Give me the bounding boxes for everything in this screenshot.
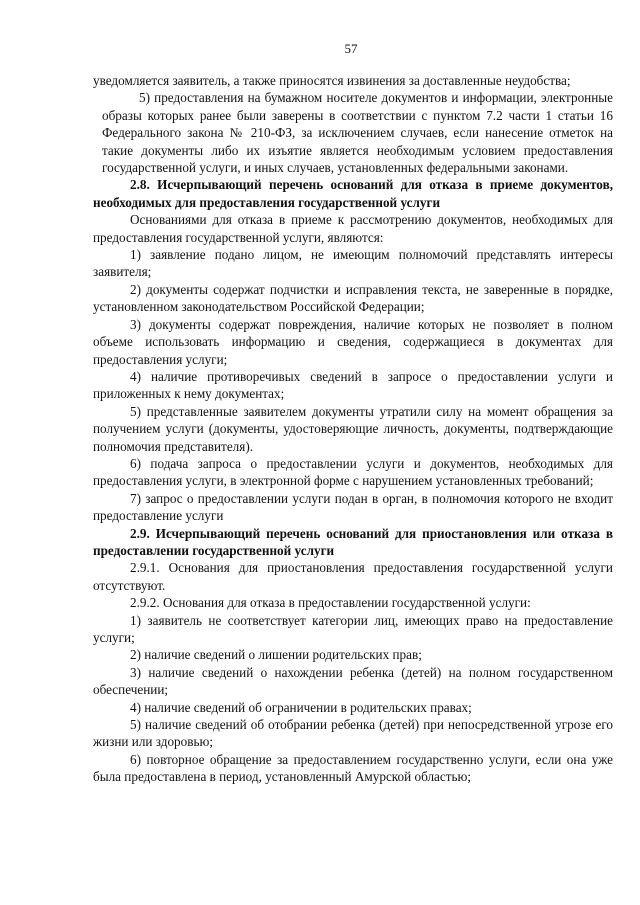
list-item-denial-6: 6) повторное обращение за предоставлением государственно услуги, если она уже была предоставлена в период, установленный Амурской областью; — [93, 751, 613, 785]
list-item-refusal-5: 5) представленные заявителем документы утратили силу на момент обращения за получением услуги (документы, удостоверяющие личность, документы, подтверждающие полномочия представителя). — [93, 403, 613, 454]
paragraph-2-9-1: 2.9.1. Основания для приостановления предоставления государственной услуги отсутствуют. — [93, 560, 613, 593]
list-item-denial-2: 2) наличие сведений о лишении родительских прав; — [130, 647, 422, 663]
list-item-denial-3: 3) наличие сведений о нахождении ребенка (детей) на полном государственном обеспечении; — [93, 664, 613, 698]
page-number: 57 — [344, 41, 358, 56]
document-page — [93, 40, 613, 786]
list-item-refusal-4: 4) наличие противоречивых сведений в запросе о предоставлении услуги и приложенных к нему документах; — [93, 368, 613, 402]
paragraph-item-5-paper-documents: 5) предоставления на бумажном носителе документов и информации, электронные образы которых ранее были заверены в соответствии с пунктом 7.2 части 1 статьи 16 Федерального закона № 210-ФЗ, за исключением случаев, если нанесение отметок на такие документы либо их изъятие является необходимым условием предоставления государственной услуги, и иных случаев, установленных федеральными законами. — [102, 90, 613, 176]
list-item-refusal-1: 1) заявление подано лицом, не имеющим полномочий представлять интересы заявителя; — [93, 247, 613, 280]
list-item-refusal-6: 6) подача запроса о предоставлении услуги и документов, необходимых для предоставления услуги, в электронной форме с нарушением установленных требований; — [93, 455, 613, 489]
paragraph-apology-continuation: уведомляется заявитель, а также приносятся извинения за доставленные неудобства; — [93, 73, 571, 88]
section-heading-2-8: 2.8. Исчерпывающий перечень оснований для отказа в приеме документов, необходимых для предоставления государственной услуги — [93, 177, 613, 210]
section-heading-2-9: 2.9. Исчерпывающий перечень оснований для приостановления или отказа в предоставлении государственной услуги — [93, 525, 613, 558]
list-item-refusal-2: 2) документы содержат подчистки и исправления текста, не заверенные в порядке, установленном законодательством Российской Федерации; — [93, 281, 613, 315]
list-item-denial-1: 1) заявитель не соответствует категории лиц, имеющих право на предоставление услуги; — [93, 612, 613, 645]
paragraph-2-9-2: 2.9.2. Основания для отказа в предоставлении государственной услуги: — [130, 595, 531, 611]
list-item-refusal-3: 3) документы содержат повреждения, наличие которых не позволяет в полном объеме использовать информацию и сведения, содержащиеся в документах для предоставления услуги; — [93, 316, 613, 367]
list-item-refusal-7: 7) запрос о предоставлении услуги подан в орган, в полномочия которого не входит предоставление услуги — [93, 490, 613, 524]
list-item-denial-4: 4) наличие сведений об ограничении в родительских правах; — [130, 699, 472, 715]
paragraph-refusal-grounds-intro: Основаниями для отказа в приеме к рассмотрению документов, необходимых для предоставления государственной услуги, являются: — [93, 212, 613, 245]
list-item-denial-5: 5) наличие сведений об отобрании ребенка (детей) при непосредственной угрозе его жизни или здоровью; — [93, 717, 613, 750]
